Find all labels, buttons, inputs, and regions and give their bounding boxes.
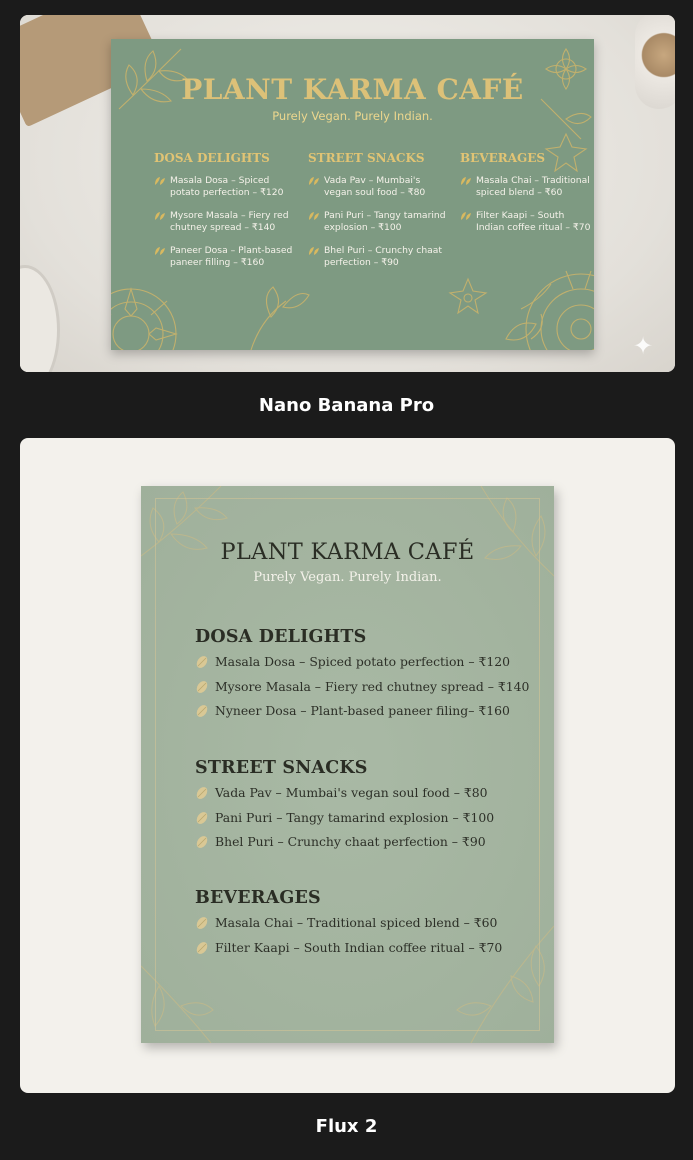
menu-card-portrait <box>141 486 554 1043</box>
menu-section-dosa <box>195 627 535 728</box>
menu-item: Nyneer Dosa – Plant-based paneer filing– ₹160 <box>195 703 535 719</box>
menu-section-dosa <box>154 151 304 280</box>
menu-item: Vada Pav – Mumbai's vegan soul food – ₹80 <box>308 175 458 199</box>
leaf-icon <box>195 835 209 849</box>
menu-item: Bhel Puri – Crunchy chaat perfection – ₹90 <box>308 245 458 269</box>
leaf-icon <box>195 786 209 800</box>
menu-item: Pani Puri – Tangy tamarind explosion – ₹100 <box>195 810 535 826</box>
leaf-icon <box>308 246 320 256</box>
menu-item: Masala Chai – Traditional spiced blend – ₹60 <box>195 915 535 931</box>
coffee-cup <box>635 15 675 109</box>
leaf-icon <box>195 680 209 694</box>
nano-banana-pro-image-panel <box>20 15 675 372</box>
menu-section-street <box>308 151 458 280</box>
menu-item: Filter Kaapi – South Indian coffee ritual – ₹70 <box>195 940 535 956</box>
menu-item: Masala Dosa – Spiced potato perfection – ₹120 <box>154 175 304 199</box>
leaf-icon <box>195 941 209 955</box>
leaf-icon <box>195 704 209 718</box>
leaf-icon <box>154 176 166 186</box>
caption-nano-banana-pro: Nano Banana Pro <box>258 395 435 416</box>
menu-item: Mysore Masala – Fiery red chutney spread – ₹140 <box>154 210 304 234</box>
menu-tagline: Purely Vegan. Purely Indian. <box>272 109 433 123</box>
menu-section-beverages <box>460 151 594 245</box>
menu-item: Vada Pav – Mumbai's vegan soul food – ₹80 <box>195 785 535 801</box>
menu-card-landscape <box>111 39 594 350</box>
menu-tagline: Purely Vegan. Purely Indian. <box>253 570 442 585</box>
menu-title: PLANT KARMA CAFÉ <box>220 539 475 565</box>
section-heading: BEVERAGES <box>195 888 321 908</box>
leaf-icon <box>308 211 320 221</box>
menu-item: Pani Puri – Tangy tamarind explosion – ₹100 <box>308 210 458 234</box>
section-heading: DOSA DELIGHTS <box>195 627 367 647</box>
section-heading: STREET SNACKS <box>308 151 425 165</box>
sparkle-icon: ✦ <box>633 332 654 360</box>
leaf-icon <box>154 246 166 256</box>
leaf-icon <box>154 211 166 221</box>
flux-2-image-panel <box>20 438 675 1093</box>
leaf-icon <box>308 176 320 186</box>
leaf-icon <box>195 655 209 669</box>
menu-section-street <box>195 758 535 859</box>
menu-title: PLANT KARMA CAFÉ <box>181 73 524 106</box>
menu-item: Masala Chai – Traditional spiced blend – ₹60 <box>460 175 594 199</box>
leaf-icon <box>460 176 472 186</box>
leaf-icon <box>195 916 209 930</box>
menu-item: Mysore Masala – Fiery red chutney spread – ₹140 <box>195 679 535 695</box>
leaf-icon <box>195 811 209 825</box>
leaf-icon <box>460 211 472 221</box>
menu-item: Filter Kaapi – South Indian coffee ritual – ₹70 <box>460 210 594 234</box>
section-heading: BEVERAGES <box>460 151 546 165</box>
menu-item: Bhel Puri – Crunchy chaat perfection – ₹90 <box>195 834 535 850</box>
menu-item: Masala Dosa – Spiced potato perfection – ₹120 <box>195 654 535 670</box>
section-heading: DOSA DELIGHTS <box>154 151 270 165</box>
caption-flux-2: Flux 2 <box>315 1116 378 1137</box>
menu-item: Paneer Dosa – Plant-based paneer filling – ₹160 <box>154 245 304 269</box>
menu-section-beverages <box>195 888 535 964</box>
section-heading: STREET SNACKS <box>195 758 368 778</box>
